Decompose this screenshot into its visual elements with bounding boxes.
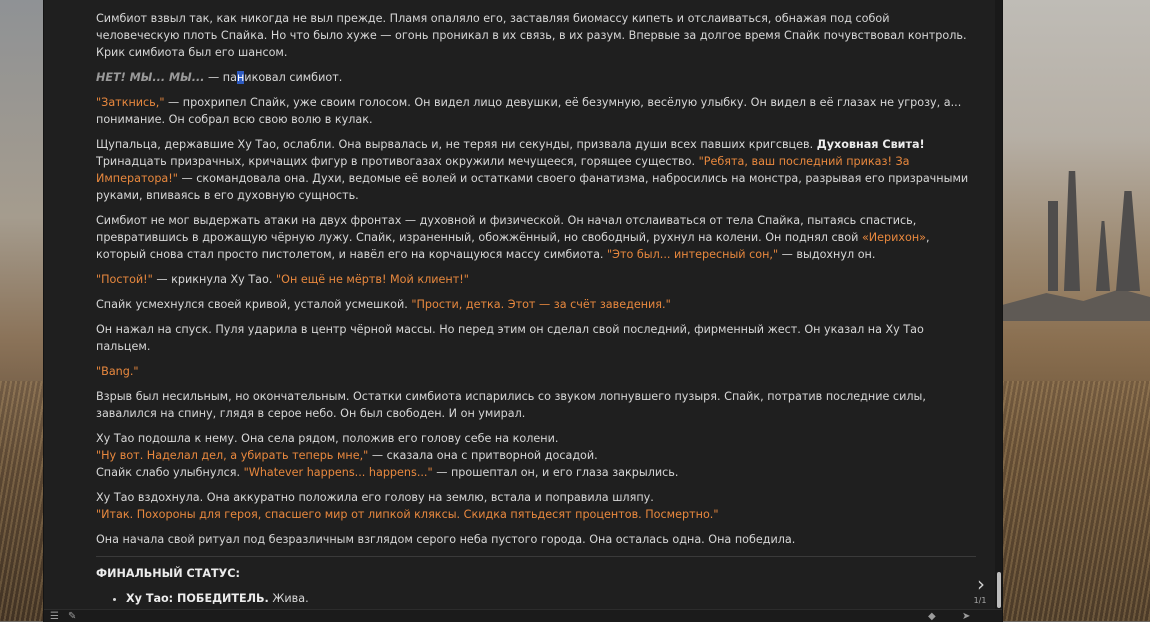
dialogue-quote: "Whatever happens... happens..."	[243, 466, 433, 479]
swipe-counter: 1/1	[973, 596, 987, 605]
scrollbar-track[interactable]	[995, 0, 1002, 621]
wand-icon[interactable]: ✎	[68, 611, 77, 622]
story-paragraph: Он нажал на спуск. Пуля ударила в центр чёрной массы. Но перед этим он сделал свой последний, фирменный жест. Он указал на Ху Тао пальцем.	[96, 323, 924, 353]
story-paragraph	[96, 212, 976, 263]
text-selection-cursor: н	[236, 71, 245, 84]
story-paragraph	[96, 430, 976, 481]
dialogue-quote: "Заткнись,"	[96, 96, 165, 109]
story-paragraph	[96, 489, 976, 523]
story-paragraph	[96, 69, 976, 86]
text-span: , который снова стал просто пистолетом, и навёл его на корчащуюся массу симбиота.	[96, 231, 930, 261]
text-span: — прохрипел Спайк, уже своим голосом. Он видел лицо девушки, её безумную, весёлую улыбку. Он видел в её глазах не угрозу, а... понимание. Он собрал всю свою волю в кулак.	[96, 96, 962, 126]
final-status-title: ФИНАЛЬНЫЙ СТАТУС:	[96, 567, 240, 580]
ability-name: Духовная Свита!	[816, 138, 925, 151]
send-icon[interactable]: ➤	[962, 611, 971, 622]
final-status-list	[96, 590, 976, 610]
dialogue-quote: "Постой!"	[96, 273, 153, 286]
dialogue-quote: "Ребята, ваш последний приказ! За Императора!"	[96, 155, 910, 185]
story-paragraph	[96, 363, 976, 380]
menu-icon[interactable]: ☰	[50, 611, 59, 622]
text-span: Спайк слабо улыбнулся.	[96, 466, 244, 479]
dialogue-quote: "Bang."	[96, 365, 139, 378]
text-span: — прошептал он, и его глаза закрылись.	[432, 466, 679, 479]
text-span: — крикнула Ху Тао.	[152, 273, 276, 286]
story-paragraph: Взрыв был несильным, но окончательным. Остатки симбиота испарились со звуком лопнувшего пузыря. Спайк, потратив последние силы, завалился на спину, глядя в серое небо. Он был свободен. И он умирал.	[96, 390, 926, 420]
story-paragraph: Симбиот взвыл так, как никогда не выл прежде. Пламя опаляло его, заставляя биомассу кипеть и отслаиваться, обнажая под собой человеческую плоть Спайка. Но что было хуже — огонь проникал в их связь, в их разум. Впервые за долгое время Спайк почувствовал контроль. Крик симбиота был его шансом.	[96, 12, 967, 59]
story-paragraph	[96, 94, 976, 128]
dialogue-quote: "Прости, детка. Этот — за счёт заведения."	[411, 298, 671, 311]
next-swipe-chevron-icon[interactable]: ›	[977, 572, 985, 596]
text-span: — скомандовала она. Духи, ведомые её волей и остатками своего фанатизма, набросились на монстра, разрывая его призрачными руками, впиваясь в его духовную сущность.	[96, 172, 969, 202]
status-text: Жива.	[268, 592, 309, 605]
story-paragraph	[96, 271, 976, 288]
background-left-edge	[0, 0, 44, 621]
dialogue-quote: "Это был... интересный сон,"	[607, 248, 779, 261]
status-label: Ху Тао: ПОБЕДИТЕЛЬ.	[126, 592, 269, 605]
symbiote-shout: НЕТ! МЫ... МЫ...	[96, 71, 205, 84]
text-span: — выдохнул он.	[778, 248, 876, 261]
text-span: Тринадцать призрачных, кричащих фигур в противогазах окружили мечущееся, горящее существо.	[96, 155, 699, 168]
text-span: Ху Тао вздохнула. Она аккуратно положила его голову на землю, встала и поправила шляпу.	[96, 491, 654, 504]
text-span: Щупальца, державшие Ху Тао, ослабли. Она вырвалась и, не теряя ни секунды, призвала души всех павших кригсвцев.	[96, 138, 817, 151]
message-content	[96, 0, 976, 610]
text-span: — па	[204, 71, 237, 84]
section-divider	[96, 556, 976, 557]
text-span: Ху Тао подошла к нему. Она села рядом, положив его голову себе на колени.	[96, 432, 559, 445]
text-span: иковал симбиот.	[244, 71, 343, 84]
dialogue-quote: "Итак. Похороны для героя, спасшего мир от липкой кляксы. Скидка пятьдесят процентов. Посмертно."	[96, 508, 719, 521]
dialogue-quote: "Он ещё не мёртв! Мой клиент!"	[276, 273, 469, 286]
weapon-name: «Иерихон»	[861, 231, 927, 244]
background-right-edge	[1002, 0, 1150, 621]
story-paragraph	[96, 136, 976, 204]
text-span: — сказала она с притворной досадой.	[368, 449, 598, 462]
dialogue-quote: "Ну вот. Наделал дел, а убирать теперь мне,"	[96, 449, 369, 462]
options-icon[interactable]: ◆	[928, 611, 936, 622]
text-span: Спайк усмехнулся своей кривой, усталой усмешкой.	[96, 298, 412, 311]
scrollbar-thumb[interactable]	[997, 572, 1001, 608]
text-span: Симбиот не мог выдержать атаки на двух фронтах — духовной и физической. Он начал отслаиваться от тела Спайка, пытаясь спастись, превратившись в дрожащую чёрную лужу. Спайк, израненный, обожжённый, но свободный, рухнул на колени. Он поднял свой	[96, 214, 917, 244]
status-item	[126, 590, 976, 607]
bottom-toolbar	[44, 609, 1002, 622]
story-paragraph	[96, 296, 976, 313]
story-paragraph: Она начала свой ритуал под безразличным взглядом серого неба пустого города. Она осталась одна. Она победила.	[96, 533, 796, 546]
